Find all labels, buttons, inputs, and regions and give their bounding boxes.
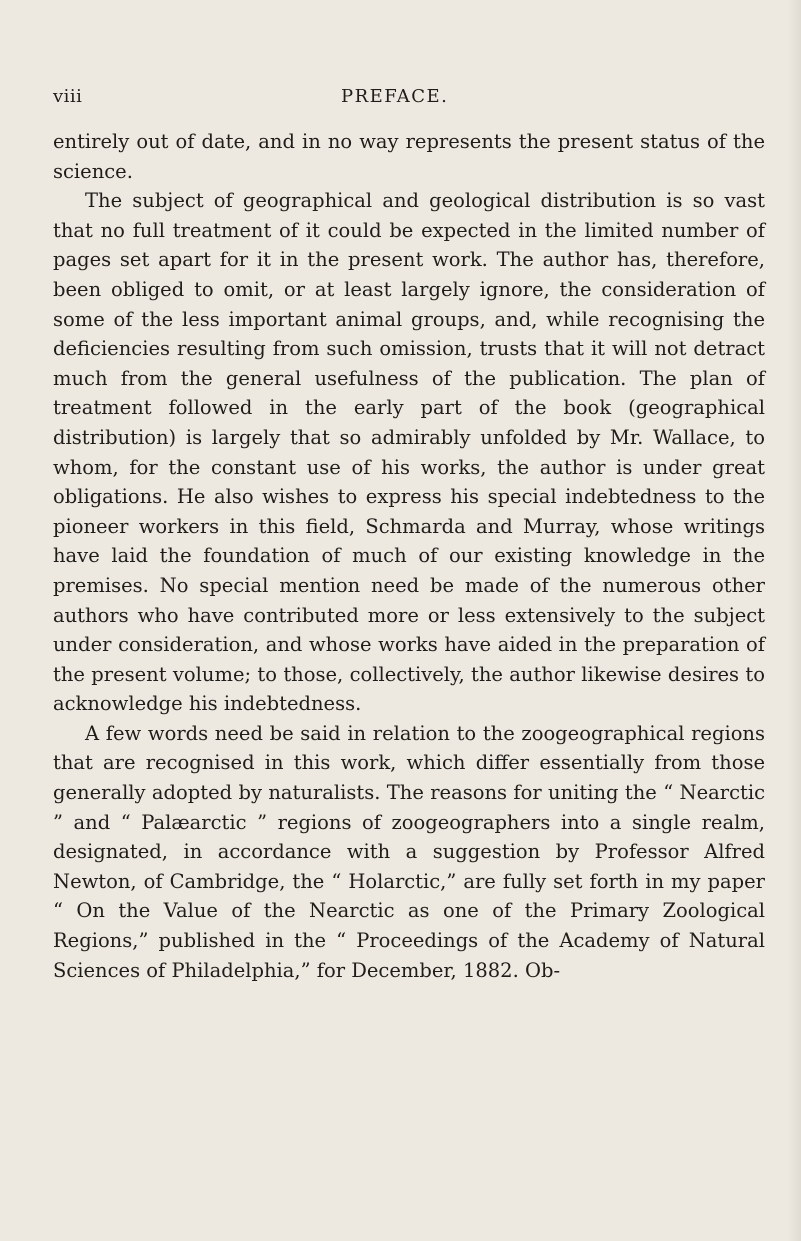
page-edge-shadow: [787, 0, 801, 1241]
running-title: PREFACE.: [341, 86, 449, 107]
paragraph-subject-distribution: The subject of geographical and geological distribution is so vast that no full treatment of it could be expected in the limited number of pages set apart for it in the present work. The author has, therefore, been obliged to omit, or at least largely ignore, the consideration of some of the less important animal groups, and, while recognising the deficiencies resulting from such omission, trusts that it will not detract much from the general usefulness of the publication. The plan of treatment followed in the early part of the book (geographical distribution) is largely that so admirably unfolded by Mr. Wallace, to whom, for the constant use of his works, the author is under great obligations. He also wishes to express his special indebtedness to the pioneer workers in this field, Schmarda and Murray, whose writings have laid the foundation of much of our existing knowledge in the premises. No special mention need be made of the numerous other authors who have contributed more or less extensively to the subject under consideration, and whose works have aided in the preparation of the present volume; to those, collectively, the author likewise desires to acknowledge his indebtedness.: [53, 189, 765, 716]
body-text: [53, 127, 765, 985]
paragraph-zoogeographical-regions: A few words need be said in relation to the zoogeographical regions that are recognised in this work, which differ essentially from those generally adopted by naturalists. The reasons for uniting the “ Nearctic ” and “ Palæarctic ” regions of zoogeographers into a single realm, designated, in accordance with a suggestion by Professor Alfred Newton, of Cambridge, the “ Holarctic,” are fully set forth in my paper “ On the Value of the Nearctic as one of the Primary Zoological Regions,” published in the “ Proceedings of the Academy of Natural Sciences of Philadelphia,” for December, 1882. Ob-: [53, 721, 765, 982]
page-number: viii: [53, 86, 83, 107]
running-head: [53, 86, 763, 108]
paragraph-continuation: entirely out of date, and in no way represents the present status of the science.: [53, 130, 765, 183]
